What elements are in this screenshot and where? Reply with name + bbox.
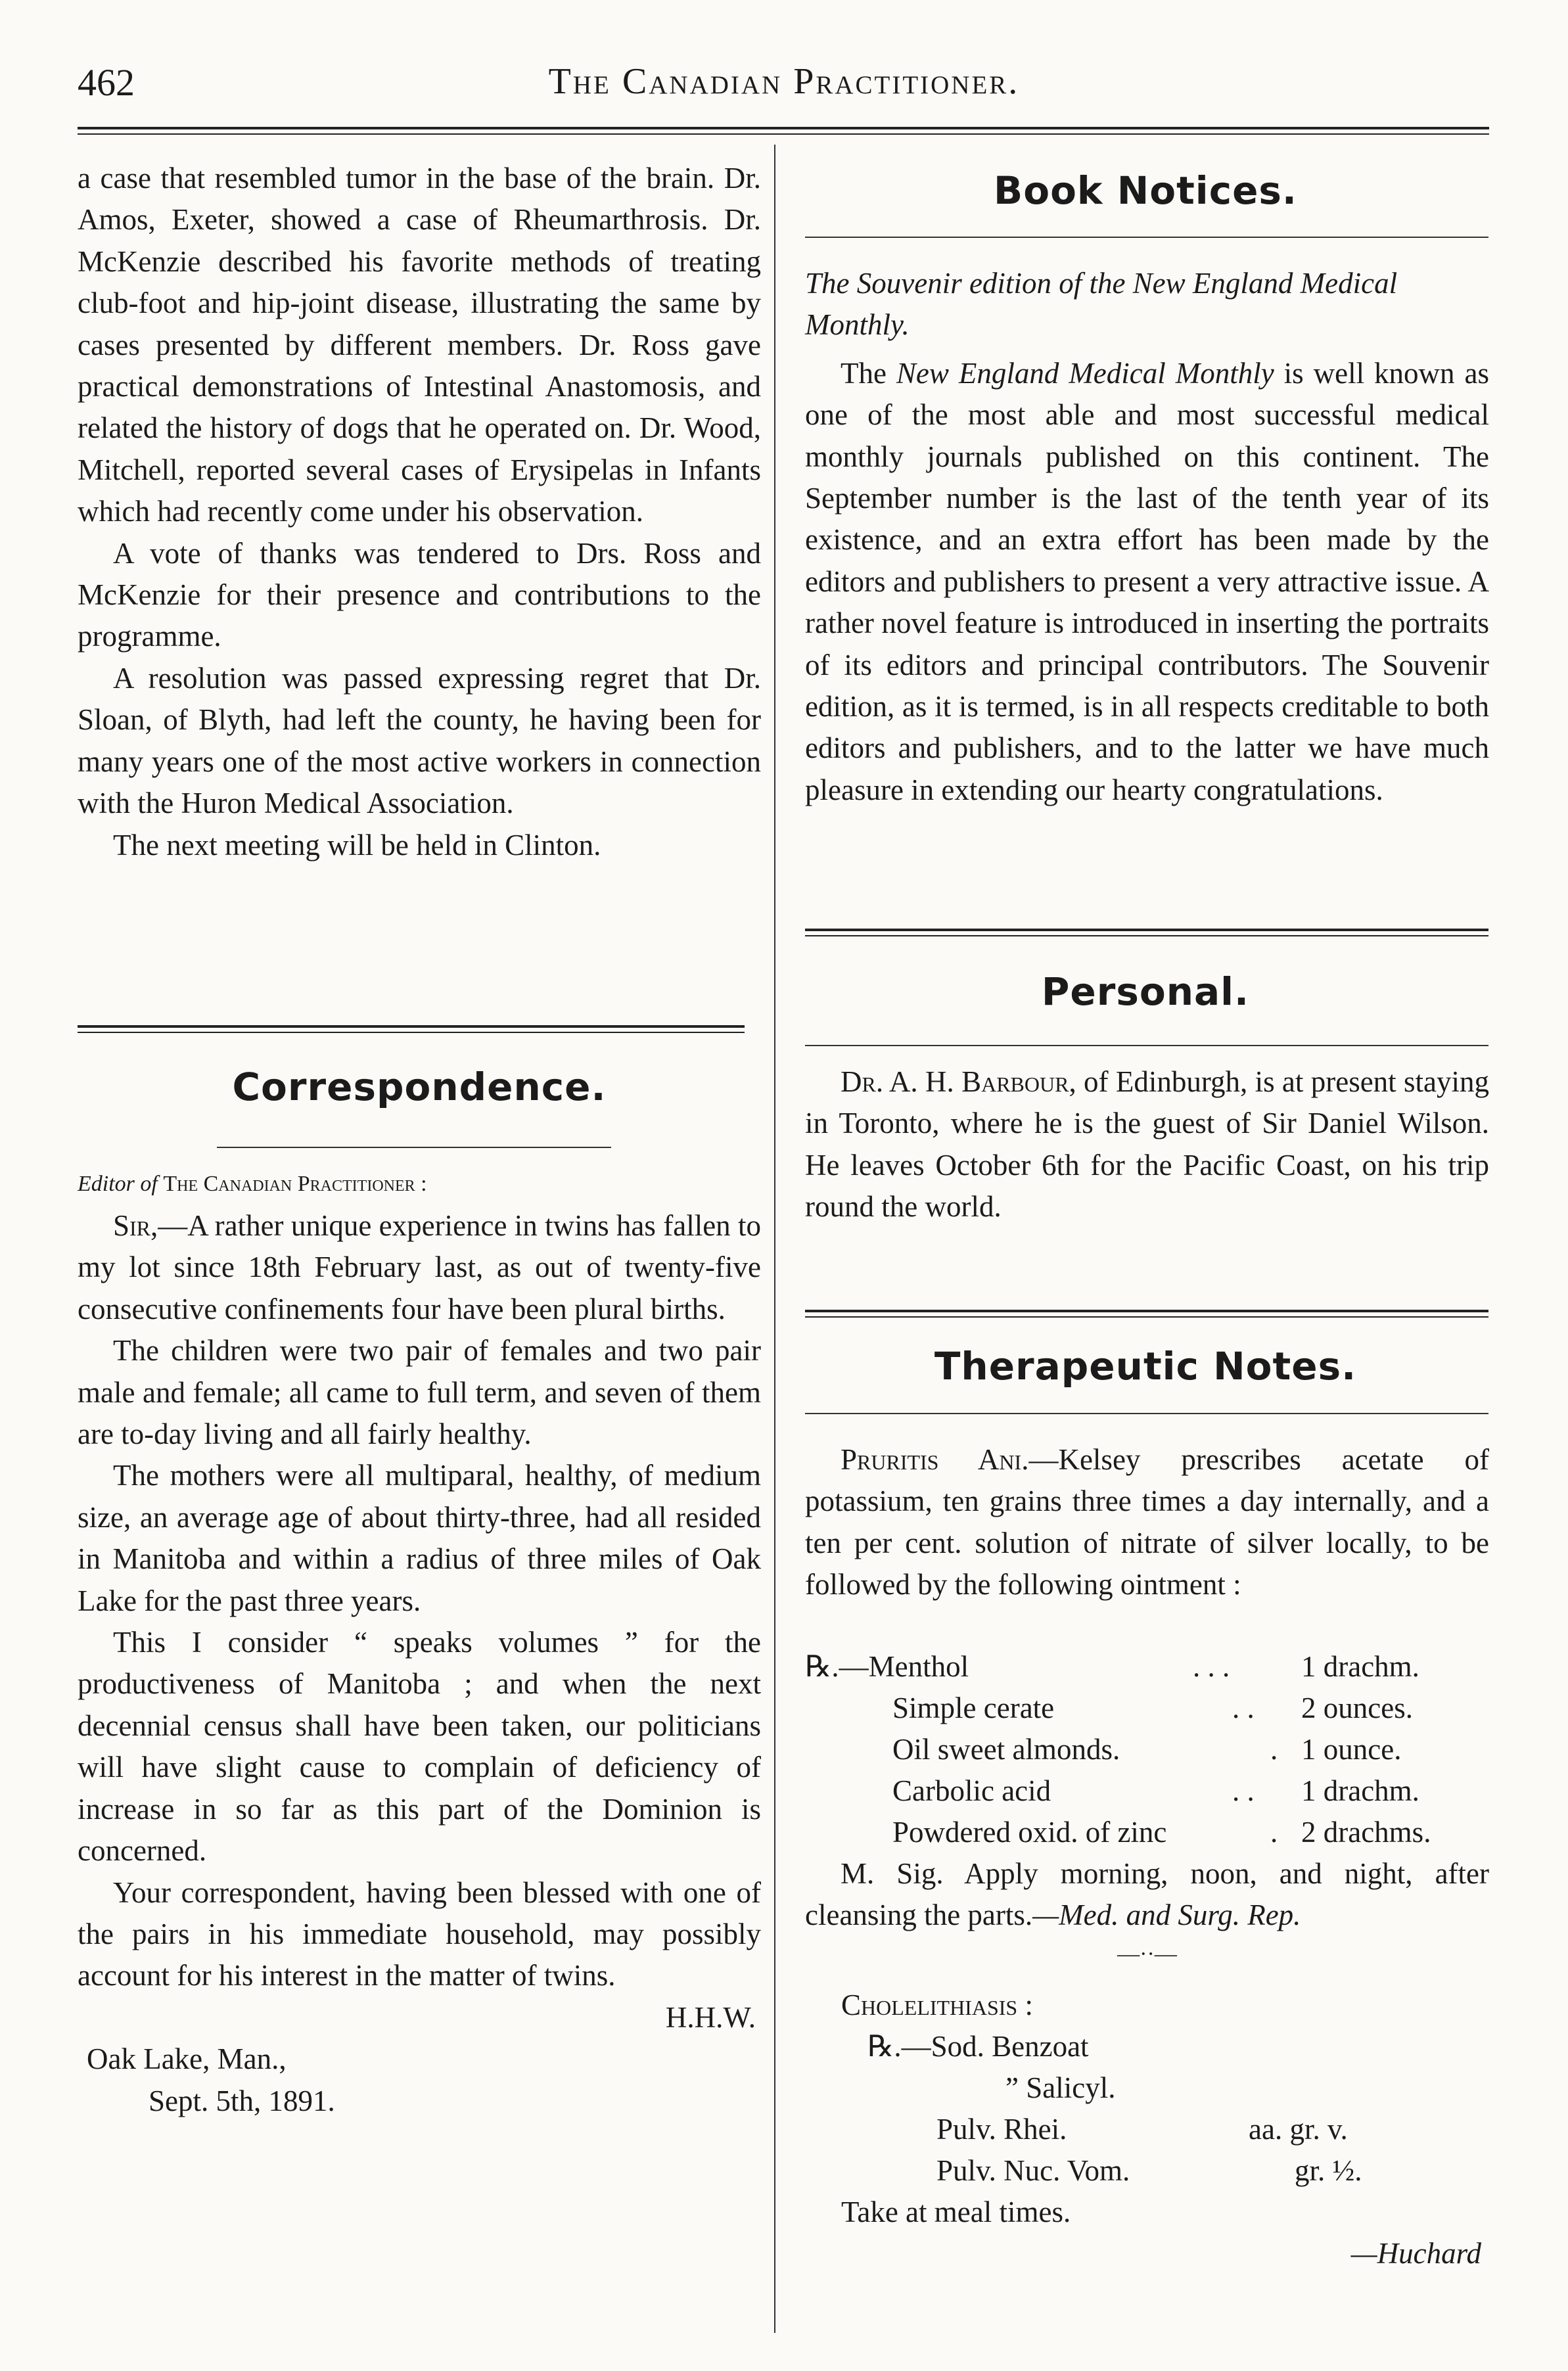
salutation: Editor of The Canadian Practitioner :	[78, 1172, 427, 1196]
book-title: The Souvenir edition of the New England Medical Monthly.	[805, 267, 1398, 342]
cholelithiasis-list	[841, 1985, 1485, 2274]
prescription-item: Pulv. Nuc. Vom. gr. ½.	[936, 2154, 1362, 2187]
paragraph: The New England Medical Monthly is well known as one of the most able and most successful medical monthly journals published on this continent. The September number is the last of the tenth year of its existence, and an extra effort has been made by the editors and publishers to present a very attractive issue. A rather novel feature is introduced in inserting the portraits of its editors and principal contributors. The Souvenir edition, as it is termed, is in all respects creditable to both editors and publishers, and to the latter we have much pleasure in extending our hearty congratulations.	[805, 356, 1489, 806]
therapeutic-notes-heading: Therapeutic Notes.	[934, 1344, 1357, 1389]
correspondence-body	[78, 1163, 761, 2122]
personal-heading: Personal.	[1041, 969, 1250, 1014]
header-rule	[78, 127, 1489, 129]
prescription-item: Powdered oxid. of zinc . 2 drachms.	[892, 1816, 1431, 1849]
heading-underline	[805, 237, 1488, 238]
paragraph: A resolution was passed expressing regret that Dr. Sloan, of Blyth, had left the county, he having been for many years one of the most active workers in connection with the Huron Medical Association.	[78, 661, 761, 820]
heading-underline	[805, 1413, 1488, 1414]
prescription-item: ℞.—Sod. Benzoat	[867, 2030, 1089, 2063]
correspondence-heading: Correspondence.	[232, 1065, 607, 1109]
heading-underline	[217, 1147, 611, 1148]
cholelithiasis-title: Cholelithiasis :	[841, 1989, 1033, 2021]
book-notices-heading: Book Notices.	[994, 168, 1297, 213]
personal-body	[805, 1061, 1489, 1228]
heading-underline	[805, 1045, 1488, 1046]
paragraph: Your correspondent, having been blessed with one of the pairs in his immediate household, may possibly account for his interest in the matter of twins.	[78, 1876, 761, 1992]
section-rule	[805, 1310, 1488, 1312]
paragraph: The mothers were all multiparal, healthy, of medium size, an average age of about thirty-three, had all resided in Manitoba and within a radius of three miles of Oak Lake for the past three years.	[78, 1459, 761, 1617]
paragraph: Sir,—A rather unique experience in twins has fallen to my lot since 18th February last, as out of twenty-five consecutive confinements four have been plural births.	[78, 1209, 761, 1325]
section-rule	[805, 929, 1488, 931]
cholelithiasis-source: —Huchard	[1350, 2237, 1481, 2270]
paragraph: This I consider “ speaks volumes ” for the productiveness of Manitoba ; and when the next decennial census shall have been taken, our politicians will have slight cause to complain of deficiency of increase in so far as this part of the Dominion is concerned.	[78, 1626, 761, 1868]
book-notices-body	[805, 263, 1489, 811]
paragraph: a case that resembled tumor in the base of the brain. Dr. Amos, Exeter, showed a case of Rheumarthrosis. Dr. McKenzie described his favorite methods of treating club-foot and hip-joint disease, illustrating the same by cases presented by different members. Dr. Ross gave practical demonstrations of Intestinal Anastomosis, and related the history of dogs that he operated on. Dr. Wood, Mitchell, reported several cases of Erysipelas in Infants which had recently come under his observation.	[78, 162, 761, 528]
note-separator: —··—	[1117, 1942, 1177, 1966]
paragraph: The next meeting will be held in Clinton.	[113, 828, 601, 862]
prescription-item: ℞.—Menthol . . . 1 drachm.	[805, 1650, 1419, 1683]
running-title: The Canadian Practitioner.	[548, 61, 1020, 102]
paragraph: M. Sig. Apply morning, noon, and night, after cleansing the parts.—Med. and Surg. Rep.	[805, 1857, 1489, 1932]
letter-date: Sept. 5th, 1891.	[149, 2084, 335, 2117]
prescription-item: Oil sweet almonds. . 1 ounce.	[892, 1733, 1402, 1766]
paragraph: Pruritis Ani.—Kelsey prescribes acetate of potassium, ten grains three times a day internally, and a ten per cent. solution of nitrate of silver locally, to be followed by the following ointment :	[805, 1443, 1489, 1601]
paragraph: The children were two pair of females and two pair male and female; all came to full term, and seven of them are to-day living and all fairly healthy.	[78, 1334, 761, 1451]
column-divider	[774, 145, 775, 2333]
page-number: 462	[78, 61, 135, 104]
paragraph: A vote of thanks was tendered to Drs. Ross and McKenzie for their presence and contributions to the programme.	[78, 536, 761, 653]
prescription-item: ” Salicyl.	[1005, 2071, 1116, 2104]
left-column-text	[78, 158, 761, 866]
signature: H.H.W.	[665, 2000, 756, 2034]
prescription-item: Carbolic acid . . 1 drachm.	[892, 1774, 1419, 1807]
prescription-list	[805, 1646, 1489, 1853]
prescription-item: Pulv. Rhei. aa. gr. v.	[936, 2113, 1348, 2146]
paragraph: Dr. A. H. Barbour, of Edinburgh, is at present staying in Toronto, where he is the guest of Sir Daniel Wilson. He leaves October 6th for the Pacific Coast, on his trip round the world.	[805, 1065, 1490, 1224]
prescription-directions	[805, 1853, 1489, 1937]
cholelithiasis-instruction: Take at meal times.	[841, 2196, 1071, 2228]
prescription-item: Simple cerate . . 2 ounces.	[892, 1692, 1413, 1724]
section-rule	[78, 1025, 745, 1028]
letter-place: Oak Lake, Man.,	[87, 2042, 287, 2076]
pruritis-body	[805, 1439, 1489, 1606]
